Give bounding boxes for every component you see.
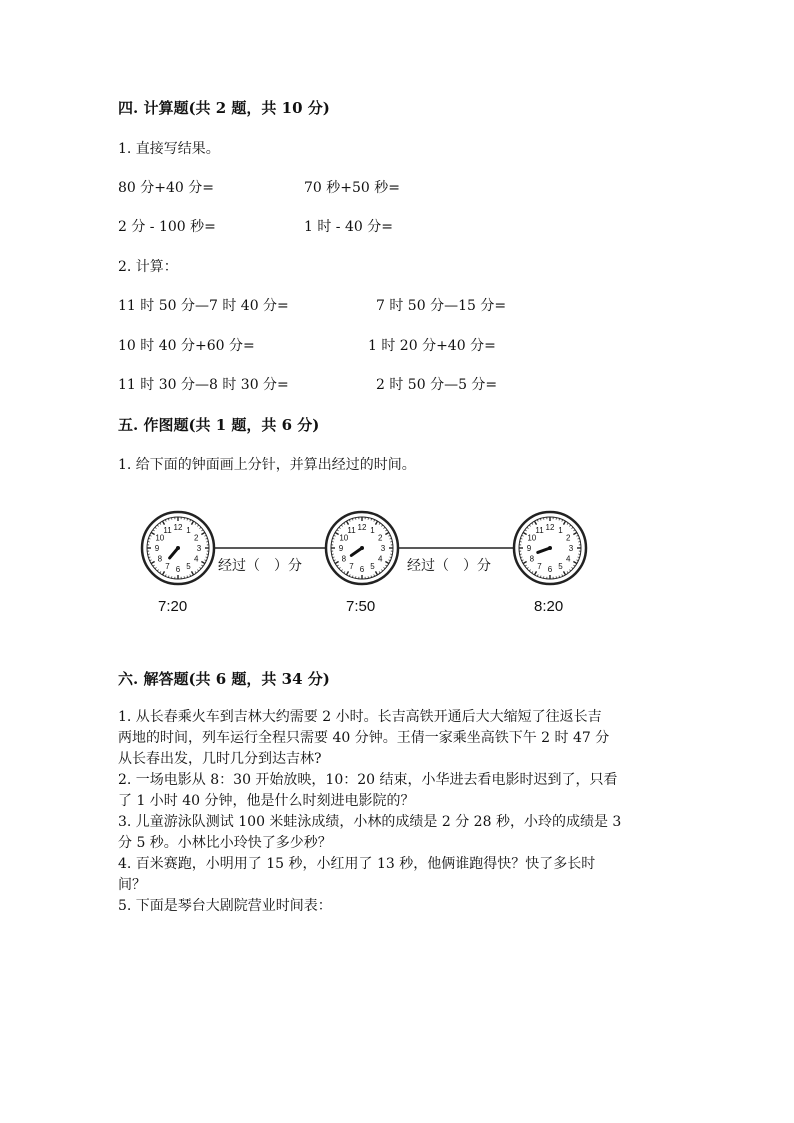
clock-center-dot bbox=[360, 546, 364, 550]
clock-numeral: 1 bbox=[558, 525, 563, 535]
clock-numeral: 6 bbox=[547, 565, 553, 574]
clock-numeral: 12 bbox=[545, 523, 555, 532]
q2-expr-5: 11 时 30 分—8 时 30 分= bbox=[118, 377, 289, 393]
question-line: 3. 儿童游泳队测试 100 米蛙泳成绩，小林的成绩是 2 分 28 秒，小玲的成绩是 3 bbox=[118, 814, 622, 830]
clock-numeral: 6 bbox=[175, 565, 181, 574]
clock-numeral: 11 bbox=[163, 525, 172, 535]
q2-expr-4: 1 时 20 分+40 分= bbox=[368, 338, 496, 354]
section-5-q1-title: 1. 给下面的钟面画上分针，并算出经过的时间。 bbox=[118, 457, 416, 473]
clock-numeral: 7 bbox=[537, 562, 542, 572]
q1-expr-3: 2 分 - 100 秒= bbox=[118, 219, 216, 235]
q2-expr-1: 11 时 50 分—7 时 40 分= bbox=[118, 298, 289, 314]
clock-numeral: 2 bbox=[193, 533, 199, 543]
clock-center-dot bbox=[176, 546, 180, 550]
question-line: 从长春出发，几时几分到达吉林? bbox=[118, 751, 322, 767]
question-line: 1. 从长春乘火车到吉林大约需要 2 小时。长吉高铁开通后大大缩短了往返长吉 bbox=[118, 709, 602, 725]
clock-numeral: 7 bbox=[349, 562, 354, 572]
question-3 bbox=[118, 812, 678, 854]
clock-time-label: 7:20 bbox=[158, 598, 188, 615]
clock-numeral: 9 bbox=[526, 544, 532, 553]
clock-numeral: 8 bbox=[341, 554, 347, 564]
clock-numeral: 11 bbox=[535, 525, 544, 535]
section-5-heading: 五. 作图题(共 1 题，共 6 分) bbox=[118, 416, 320, 434]
section-4-q1-title: 1. 直接写结果。 bbox=[118, 141, 220, 157]
clock-numeral: 6 bbox=[359, 565, 365, 574]
question-4 bbox=[118, 854, 678, 896]
question-2 bbox=[118, 770, 678, 812]
clock-numeral: 3 bbox=[568, 544, 574, 553]
clock-time-label: 8:20 bbox=[534, 598, 564, 615]
clock-numeral: 9 bbox=[154, 544, 160, 553]
clock-numeral: 2 bbox=[377, 533, 383, 543]
question-line: 2. 一场电影从 8：30 开始放映，10：20 结束，小华进去看电影时迟到了，只看 bbox=[118, 772, 618, 788]
clock-numeral: 1 bbox=[186, 525, 191, 535]
question-line: 5. 下面是琴台大剧院营业时间表： bbox=[118, 898, 332, 914]
q2-expr-3: 10 时 40 分+60 分= bbox=[118, 338, 255, 354]
clock-numeral: 10 bbox=[155, 533, 165, 543]
clock-numeral: 7 bbox=[165, 562, 170, 572]
clock-figure bbox=[118, 500, 618, 620]
q1-expr-2: 70 秒+50 秒= bbox=[304, 180, 400, 196]
question-5 bbox=[118, 896, 678, 917]
question-line: 了 1 小时 40 分钟，他是什么时刻进电影院的？ bbox=[118, 793, 415, 809]
clock-numeral: 5 bbox=[186, 562, 191, 572]
clock-numeral: 9 bbox=[338, 544, 344, 553]
clock-numeral: 12 bbox=[173, 523, 183, 532]
clock-numeral: 10 bbox=[339, 533, 349, 543]
section-4-q2-title: 2. 计算： bbox=[118, 259, 178, 275]
clock-numeral: 4 bbox=[565, 554, 571, 564]
clock-numeral: 5 bbox=[558, 562, 563, 572]
section-6-heading: 六. 解答题(共 6 题，共 34 分) bbox=[118, 670, 330, 688]
question-1 bbox=[118, 707, 678, 770]
q1-expr-4: 1 时 - 40 分= bbox=[304, 219, 393, 235]
q1-expr-1: 80 分+40 分= bbox=[118, 180, 214, 196]
elapsed-minutes-label: 经过（ ）分 bbox=[216, 555, 304, 575]
clock-numeral: 5 bbox=[370, 562, 375, 572]
q2-expr-6: 2 时 50 分—5 分= bbox=[376, 377, 498, 393]
clock-numeral: 3 bbox=[380, 544, 386, 553]
clock-numeral: 8 bbox=[529, 554, 535, 564]
clock-numeral: 10 bbox=[527, 533, 537, 543]
clock-numeral: 1 bbox=[370, 525, 375, 535]
clock-numeral: 4 bbox=[193, 554, 199, 564]
clock-numeral: 4 bbox=[377, 554, 383, 564]
question-line: 4. 百米赛跑，小明用了 15 秒，小红用了 13 秒，他俩谁跑得快？快了多长时 bbox=[118, 856, 596, 872]
clock-numeral: 8 bbox=[157, 554, 163, 564]
clock-center-dot bbox=[548, 546, 552, 550]
clock-time-label: 7:50 bbox=[346, 598, 376, 615]
clock-numeral: 12 bbox=[357, 523, 367, 532]
clock-numeral: 11 bbox=[347, 525, 356, 535]
elapsed-minutes-label: 经过（ ）分 bbox=[405, 555, 493, 575]
q2-expr-2: 7 时 50 分—15 分= bbox=[376, 298, 507, 314]
section-4-heading: 四. 计算题(共 2 题，共 10 分) bbox=[118, 99, 330, 117]
question-line: 两地的时间，列车运行全程只需要 40 分钟。王倩一家乘坐高铁下午 2 时 47 分 bbox=[118, 730, 610, 746]
clock-numeral: 3 bbox=[196, 544, 202, 553]
question-line: 间？ bbox=[118, 877, 146, 893]
clock-numeral: 2 bbox=[565, 533, 571, 543]
question-line: 分 5 秒。小林比小玲快了多少秒？ bbox=[118, 835, 332, 851]
